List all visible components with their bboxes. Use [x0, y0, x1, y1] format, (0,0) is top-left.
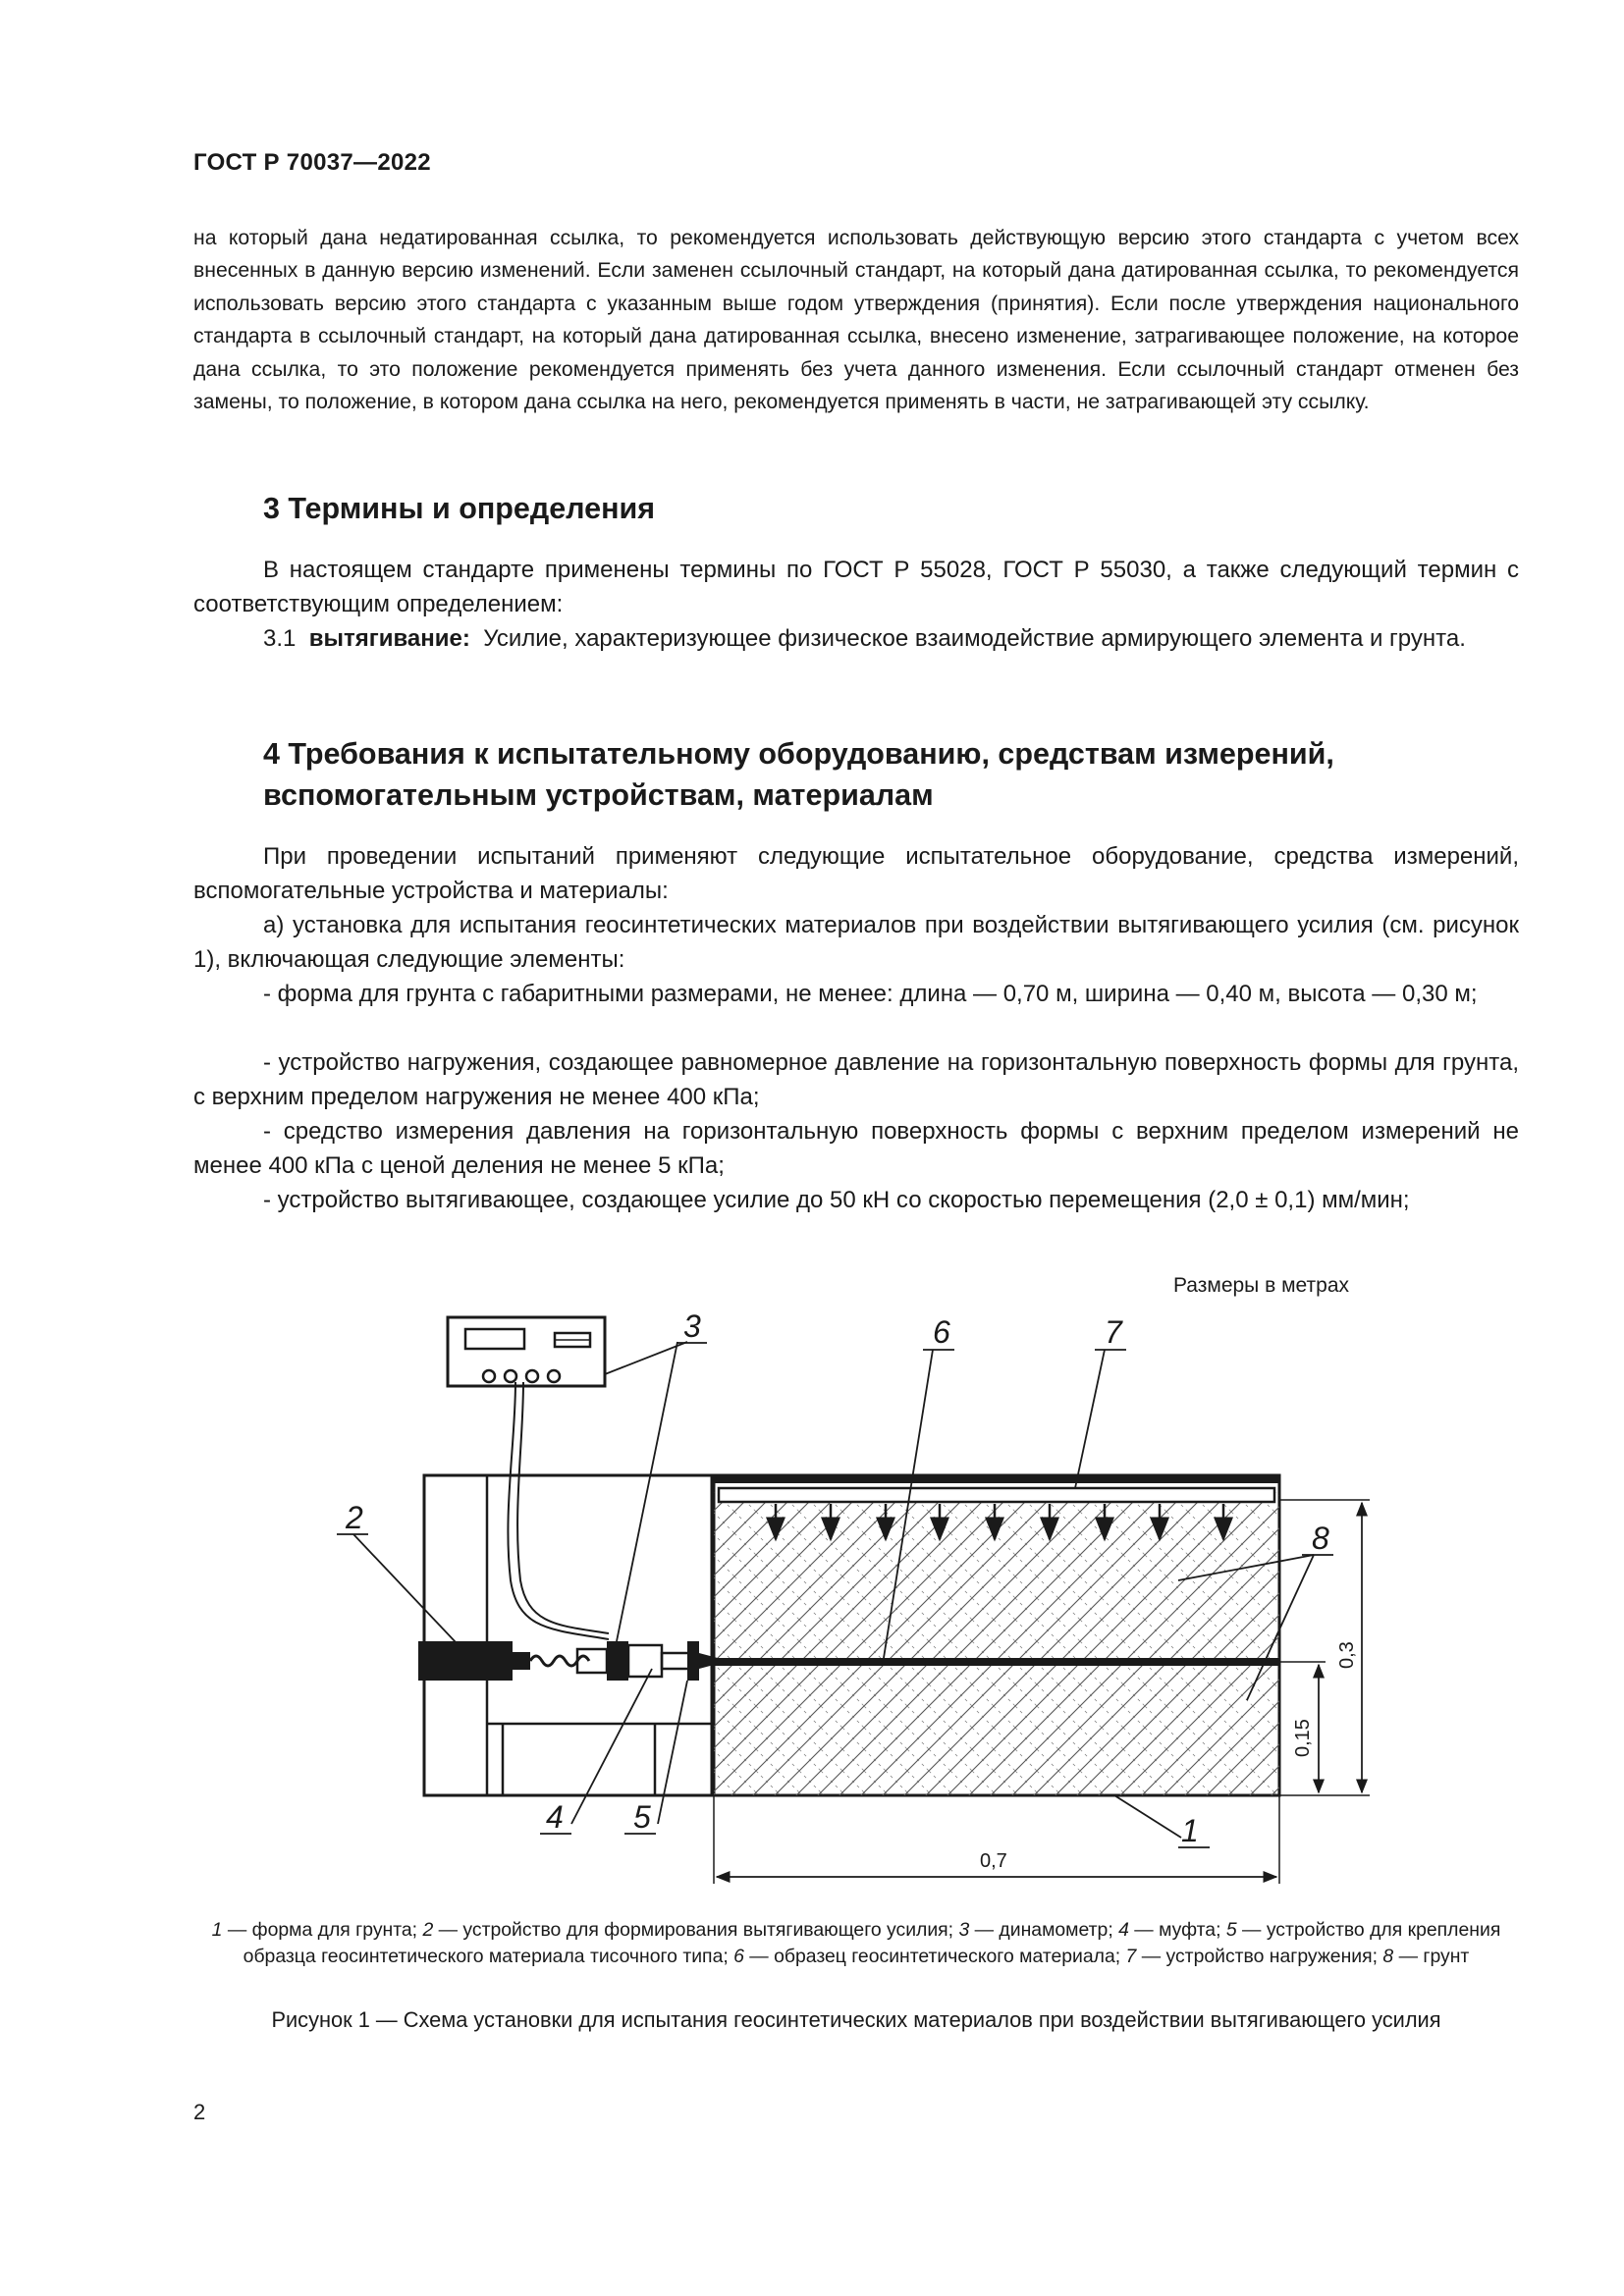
clamp [687, 1641, 699, 1681]
figure-caption: Рисунок 1 — Схема установки для испытания геосинтетических материалов при воздействии вытягивающего усилия [271, 2007, 1441, 2032]
legend-item: 3 — динамометр; [958, 1919, 1119, 1941]
term-definition-text: Усилие, характеризующее физическое взаимодействие армирующего элемента и грунта. [483, 625, 1466, 652]
left-frame [424, 1475, 712, 1795]
dynamometer [607, 1641, 628, 1681]
geosynthetic-sample [714, 1658, 1279, 1666]
term-name: вытягивание: [308, 625, 470, 652]
intro-paragraph: на который дана недатированная ссылка, то рекомендуется использовать действующую версию этого стандарта с учетом всех внесенных в данную версию изменений. Если заменен ссылочный стандарт, на который дана датированная ссылка, то рекомендуется использовать версию этого стандарта с указанным выше годом утверждения (принятия). Если после утверждения национального стандарта в ссылочный стандарт, на который дана датированная ссылка, внесено изменение, затрагивающее положение, на которое дана ссылка, то это положение рекомендуется применять без учета данного изменения. Если ссылочный стандарт отменен без замены, то положение, в котором дана ссылка на него, рекомендуется применять в части, не затрагивающей эту ссылку. [193, 227, 1519, 414]
connector-icon [483, 1370, 560, 1382]
figure-label-8: 8 [1312, 1521, 1329, 1556]
list-dash-2-text: - устройство нагружения, создающее равномерное давление на горизонтальную поверхность формы для грунта, с верхним пределом нагружения не менее 400 кПа; [193, 1049, 1519, 1110]
legend-item: 2 — устройство для формирования вытягивающего усилия; [422, 1919, 959, 1941]
section-3-intro-text: В настоящем стандарте применены термины по ГОСТ Р 55028, ГОСТ Р 55030, а также следующий термин с соответствующим определением: [193, 557, 1519, 617]
figure-label-1: 1 [1181, 1813, 1199, 1848]
display-window-icon [465, 1329, 524, 1349]
legend-item: 7 — устройство нагружения; [1125, 1946, 1383, 1967]
legend-item: 5 — устройство для крепления образца геосинтетического материала тисочного типа; [243, 1919, 1501, 1967]
figure-legend [193, 1917, 1519, 1970]
legend-item: 4 — муфта; [1118, 1919, 1226, 1941]
legend-item: 8 — грунт [1382, 1946, 1470, 1967]
dimension-length: 0,7 [980, 1850, 1007, 1872]
figure-label-5: 5 [633, 1799, 651, 1835]
pulling-device [418, 1641, 513, 1681]
figure-label-4: 4 [546, 1799, 564, 1835]
section-4-title-line1: 4 Требования к испытательному оборудованию, средствам измерений, [263, 737, 1334, 771]
dimension-total-height: 0,3 [1336, 1641, 1358, 1669]
figure-label-3: 3 [683, 1308, 701, 1344]
section-4-title-line2: вспомогательным устройствам, материалам [263, 778, 934, 812]
legend-item: 1 — форма для грунта; [211, 1919, 423, 1941]
list-dash-4-text: - устройство вытягивающее, создающее усилие до 50 кН со скоростью перемещения (2,0 ± 0,1) мм/мин; [263, 1187, 1410, 1213]
list-item-a-text: а) установка для испытания геосинтетических материалов при воздействии вытягивающего усилия (см. рисунок 1), включающая следующие элементы: [193, 912, 1519, 973]
coupling [628, 1645, 662, 1677]
figure-label-7: 7 [1105, 1314, 1122, 1350]
figure-label-6: 6 [933, 1314, 950, 1350]
legend-item: 6 — образец геосинтетического материала; [733, 1946, 1126, 1967]
dimensions-note: Размеры в метрах [1173, 1274, 1349, 1297]
section-4-intro-text: При проведении испытаний применяют следующие испытательное оборудование, средства измерений, вспомогательные устройства и материалы: [193, 843, 1519, 904]
term-number: 3.1 [263, 625, 297, 652]
list-dash-1-text: - форма для грунта с габаритными размерами, не менее: длина — 0,70 м, ширина — 0,40 м, высота — 0,30 м; [263, 981, 1478, 1007]
list-dash-3-text: - средство измерения давления на горизонтальную поверхность формы с верхним пределом измерений не менее 400 кПа с ценой деления не менее 5 кПа; [193, 1118, 1519, 1179]
section-3-title: 3 Термины и определения [263, 492, 656, 525]
page-number: 2 [193, 2100, 206, 2124]
loading-plate [719, 1488, 1274, 1502]
figure-label-2: 2 [346, 1500, 363, 1535]
document-header: ГОСТ Р 70037—2022 [193, 149, 431, 176]
dimension-half-height: 0,15 [1292, 1719, 1314, 1757]
